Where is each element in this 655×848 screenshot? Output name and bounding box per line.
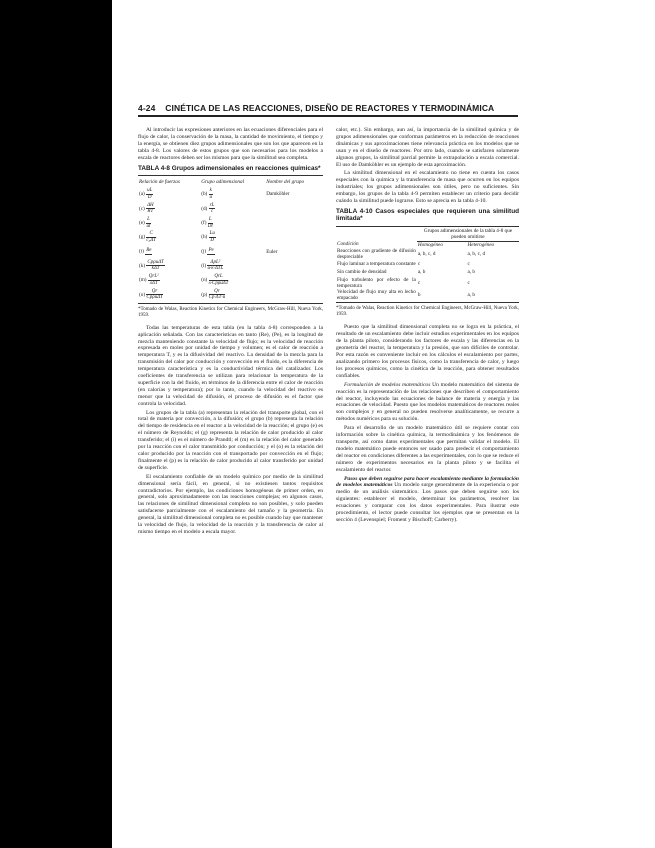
scan-border <box>0 0 112 848</box>
row-label: (m) <box>139 277 147 284</box>
row-label: (e) <box>139 220 145 227</box>
formula <box>146 203 155 215</box>
table-cell: a, b <box>467 269 476 276</box>
formula <box>209 289 226 301</box>
group-name <box>265 216 323 230</box>
formula-numerator: Qr <box>209 289 226 296</box>
formula <box>209 231 216 243</box>
table-row <box>138 187 323 201</box>
table-cell: c <box>417 261 421 268</box>
formula <box>209 274 229 286</box>
right-paragraph-1: calor, etc.). Sin embargo, aun así, la importancia de la similitud química y de grupos adimensionales que conforman parámetros en la reducción de reacciones dinámicas y sus aproximaciones tiene relevancia práctica en los modelos que se usan y en el diseño de reactores. Por otro lado, cuando se satisfacen solamente algunos grupos, la similitud parcial permite la extrapolación a escala comercial. El uso de Damköhler es un ejemplo de esta aproximación. <box>336 127 519 168</box>
right-paragraph-6: Un modelo surge generalmente de la experiencia o por medio de un análisis sistemático. Los pasos que deben seguirse son los siguientes: establecer el modelo, determinar los parámetros, resolver las ecuaciones y comparar con los datos experimentales. Para ilustrar este procedimiento, el lector puede consultar los ejemplos que se presentan en la sección 4 (Levenspiel; Froment y Bischoff; Carberry). <box>336 482 519 523</box>
group-name: Euler <box>266 248 278 255</box>
table-header: Heterogéneo <box>467 241 495 248</box>
table-row <box>336 260 519 268</box>
formula-numerator: QrL² <box>148 274 159 280</box>
table-header: Grupo adimensional <box>201 179 245 186</box>
row-label: (p) <box>201 291 208 298</box>
table-row <box>138 287 323 301</box>
table-rule <box>138 303 323 304</box>
formula <box>146 260 164 272</box>
table-cell <box>138 259 200 273</box>
section-lead: Formulación de modelos matemáticos <box>344 381 431 388</box>
table-4-8-footnote: *Tomado de Walas, Reaction Kinetics for Chemical Engineers, McGraw-Hill, Nueva York, 1959. <box>138 306 323 318</box>
table-cell <box>138 230 200 244</box>
row-label: (l) <box>201 263 207 270</box>
row-label: (b) <box>201 191 208 198</box>
table-cell: c <box>417 279 421 286</box>
formula <box>207 260 223 272</box>
group-name <box>265 287 323 301</box>
left-column <box>138 127 323 538</box>
table-cell: a, b, c, d <box>467 250 486 257</box>
formula-numerator: Lu <box>209 231 215 237</box>
table-row <box>138 230 323 244</box>
formula-denominator: Cp·ΔT·u <box>208 295 226 301</box>
formula-denominator: Dt <box>207 223 213 229</box>
table-4-10-footnote: *Tomado de Walas, Reaction Kinetics for Chemical Engineers, McGraw-Hill, Nueva York, 1959. <box>336 306 519 318</box>
group-name <box>265 230 323 244</box>
table-rule <box>336 302 519 303</box>
table-cell: Reacciones con gradiente de difusión despreciable <box>337 247 416 261</box>
right-paragraph-5: Para el desarrollo de un modelo matemático útil se requiere contar con información sobre la cinética química, la termodinámica y los fenómenos de transporte, así como datos experimentales que permitan validar el modelo. El modelo matemático puede entonces ser usado para predecir el comportamiento del reactor en condiciones diferentes a las experimentales, con lo que se reduce el número de experimentos necesarios en la planta piloto y se facilita el escalamiento del reactor. <box>336 425 519 473</box>
row-label: (i) <box>139 248 144 255</box>
table-cell <box>200 216 265 230</box>
left-paragraph-2: Todas las temperaturas de esta tabla (en la tabla 4-8) corresponden a la aplicación señalada. Con las características en tanto (Re), (Pe), es la longitud de mezcla manteniendo constante la velocidad de flujo; es la velocidad de reacción expresada en moles por unidad de tiempo y volumen; es el calor de reacción a temperatura T, y es la difusividad del reactivo. La densidad de la mezcla para la transmisión del calor por conducción y convección en el fluido, es la diferencia de temperatura característica y es la conductividad térmica del catalizador. Los coeficientes de transferencia se utilizan para relacionar la temperatura de la superficie con la del fluido, en términos de la diferencia entre el calor de reacción (en calorías y temperatura); por lo tanto, cuando la velocidad del reactivo es menor que la velocidad de difusión, el proceso de difusión es el factor que controla la velocidad. <box>138 324 323 407</box>
formula-numerator: L <box>147 217 150 223</box>
table-4-10 <box>336 228 519 301</box>
table-cell: Flujo laminar a temperatura constante <box>337 261 416 268</box>
group-name <box>265 202 323 216</box>
formula-denominator: ut <box>146 223 151 229</box>
formula-numerator: Qr <box>146 289 162 296</box>
formula-numerator: uL <box>147 188 153 194</box>
right-paragraph-3: Puesto que la similitud dimensional completa no se logra en la práctica, el resultado de un escalamiento debe incluir estudios experimentales en los equipos de la planta piloto, considerando los factores de escala y las diferencias en la geometría del reactor, la temperatura y la presión, que son difíciles de controlar. Por esta razón es conveniente incluir en los cálculos el escalamiento por partes, analizando primero los procesos físicos, como la transferencia de calor, y luego los procesos químicos, como la cinética de la reacción, para obtener resultados confiables. <box>336 324 519 379</box>
formula <box>146 289 162 301</box>
formula <box>208 217 213 229</box>
row-label: (c) <box>139 205 145 212</box>
header-rule <box>138 115 518 117</box>
formula-denominator: c₀ΔT <box>146 237 157 243</box>
formula <box>207 248 214 255</box>
table-row <box>138 259 323 273</box>
table-cell <box>200 187 265 201</box>
table-cell: b <box>417 292 421 299</box>
table-header: Relación de fuerzas <box>139 179 180 186</box>
table-cell <box>200 259 265 273</box>
table-row <box>336 289 519 301</box>
table-cell <box>138 287 200 301</box>
formula <box>146 217 151 229</box>
table-row <box>138 245 323 259</box>
group-name <box>265 259 323 273</box>
formula-numerator: C <box>146 231 156 238</box>
formula-denominator: u·κ·ΔTL <box>207 266 224 272</box>
table-4-8 <box>138 177 323 301</box>
table-cell <box>138 187 200 201</box>
table-cell <box>200 230 265 244</box>
table-cell: a, b, c, d <box>417 250 436 257</box>
section-lead: Pasos que deben seguirse para hacer escalamiento mediante la formulación de modelos matemáticos <box>336 475 519 489</box>
formula <box>145 248 152 255</box>
table-cell <box>200 202 265 216</box>
table-cell <box>138 202 200 216</box>
right-paragraph-4: Un modelo matemático del sistema de reacción es la representación de las relaciones que describen el comportamiento del reactor, incluyendo las ecuaciones de balance de materia y energía y las ecuaciones de velocidad. Puesto que los modelos matemáticos de reactores reales son complejos y en general no pueden resolverse analíticamente, se recurre a métodos numéricos para su solución. <box>336 381 519 423</box>
formula-numerator: ΔH <box>147 202 154 208</box>
table-cell <box>200 245 265 259</box>
table-cell: Flujo turbulento por efecto de la temperatura <box>337 276 416 289</box>
page-number: 4-24 <box>138 103 156 113</box>
formula-denominator: u <box>209 194 212 200</box>
formula-numerator: L <box>208 217 212 223</box>
chapter-title: CINÉTICA DE LAS REACCIONES, DISEÑO DE REACTORES Y TERMODINÁMICA <box>165 103 495 113</box>
table-cell: a, b <box>467 292 476 299</box>
table-cell <box>200 273 265 287</box>
row-label: (h) <box>201 234 208 241</box>
table-row <box>336 277 519 289</box>
formula-numerator: rL <box>209 202 215 208</box>
formula-numerator: CpρuΔT <box>147 259 164 265</box>
left-paragraph-3: Los grupos de la tabla (a) representan la relación del transporte global, con el total de materia por convección, a la difusión; el grupo (b) representa la relación del tiempo de residencia en el reactor a la velocidad de la reacción; el grupo (e) es el número de Reynolds; el (g) representa la relación de calor producido al calor transferido; el (i) es el número de Prandtl; el (m) es la relación del calor generado por la reacción con el calor transmitido por conducción; y el (o) es la relación del calor producido por la reacción con el transportado por convección en el flujo; finalmente el (p) es la relación de calor producido al calor transferido por unidad de superficie. <box>138 409 323 471</box>
formula-numerator: ΔpL² <box>207 260 223 267</box>
right-column <box>336 127 519 526</box>
table-cell: c <box>467 279 470 286</box>
formula-denominator: CpρuΔT <box>146 295 163 301</box>
formula <box>148 274 160 286</box>
formula <box>209 188 213 200</box>
table-header: Homogéneo <box>417 241 443 248</box>
formula-numerator: Re <box>146 248 152 254</box>
left-paragraph-4: El escalamiento confiable de un modelo químico por medio de la similitud dimensional sería fácil, en general, si no existiesen tantos requisitos contradictorios. Por ejemplo, las condiciones homogéneas de primer orden, en general, solo aproximadamente con las reacciones complejas; en algunos casos, las relaciones de similitud dimensional completa no son posibles, y solo pueden satisfacerse parcialmente con el escalamiento del tamaño y la geometría. En general, la similitud dimensional completa no es posible cuando hay que mantener la velocidad de flujo, la velocidad de la reacción y la transferencia de calor al mismo tiempo en el modelo a escala mayor. <box>138 473 323 535</box>
table-row <box>336 268 519 276</box>
table-cell: a, b <box>417 269 426 276</box>
right-paragraph-2: La similitud dimensional en el escalamiento no tiene en cuenta los casos especiales con la química y la transferencia de masa que ocurren en los equipos industriales; los grupos adimensionales son útiles, pero no suficientes. Sin embargo, los grupos de la tabla 4-9 permiten establecer un criterio para decidir cuándo la similitud puede lograrse. Esto se aprecia en la tabla 4-10. <box>336 170 519 205</box>
group-name: Damköhler <box>266 191 290 198</box>
formula <box>146 231 156 243</box>
row-label: (a) <box>139 191 145 198</box>
table-rule <box>336 226 519 227</box>
formula-denominator: λ·CpρuΔT <box>208 280 229 286</box>
formula-denominator: D <box>210 237 215 243</box>
table-cell: Velocidad de flujo muy alta en lecho empacado <box>337 289 416 302</box>
table-cell <box>200 287 265 301</box>
formula <box>146 188 153 200</box>
table-rule <box>138 175 323 176</box>
table-row <box>336 248 519 260</box>
row-label: (o) <box>139 291 146 298</box>
row-label: (j) <box>201 248 207 255</box>
table-cell <box>138 245 200 259</box>
table-4-8-title: TABLA 4-8 Grupos adimensionales en reacciones químicas* <box>138 164 321 172</box>
table-cell: Sin cambio de densidad <box>337 269 387 276</box>
page-header <box>138 103 494 113</box>
table-row <box>138 202 323 216</box>
row-label: (k) <box>139 263 146 270</box>
table-cell <box>138 273 200 287</box>
table-super-header: Grupos adimensionales de la tabla 4-8 que pueden omitirse <box>417 228 519 241</box>
formula-numerator: Pe <box>208 248 214 254</box>
row-label: (n) <box>201 277 208 284</box>
table-row <box>138 216 323 230</box>
formula <box>209 203 216 215</box>
table-header: Nombre del grupo <box>266 179 305 186</box>
row-label: (g) <box>139 234 146 241</box>
table-row <box>138 273 323 287</box>
group-name <box>265 273 323 287</box>
formula-numerator: QrL <box>209 274 229 281</box>
table-header: Condición <box>337 241 359 248</box>
formula-denominator: D <box>147 194 152 200</box>
formula-numerator: k <box>209 188 212 194</box>
formula-denominator: c <box>210 209 214 215</box>
left-paragraph-1: Al introducir las expresiones anteriores en las ecuaciones diferenciales para el flujo de calor, la conservación de la masa, la cantidad de movimiento, el tiempo y la energía, se obtienen diez grupos adimensionales que son los que aparecen en la tabla 4-8. Los valores de estos grupos que son necesarios para los modelos a escala de reactores deben ser los mismos para que la similitud sea completa. <box>138 127 323 161</box>
formula-denominator: λΔT <box>149 280 158 286</box>
table-cell: c <box>467 261 470 268</box>
formula-denominator: kΔT <box>151 266 160 272</box>
table-cell <box>138 216 200 230</box>
row-label: (f) <box>201 220 207 227</box>
row-label: (d) <box>201 205 208 212</box>
formula-denominator: RT <box>147 209 154 215</box>
table-4-10-title: TABLA 4-10 Casos especiales que requieren una similitud limitada* <box>336 207 519 223</box>
